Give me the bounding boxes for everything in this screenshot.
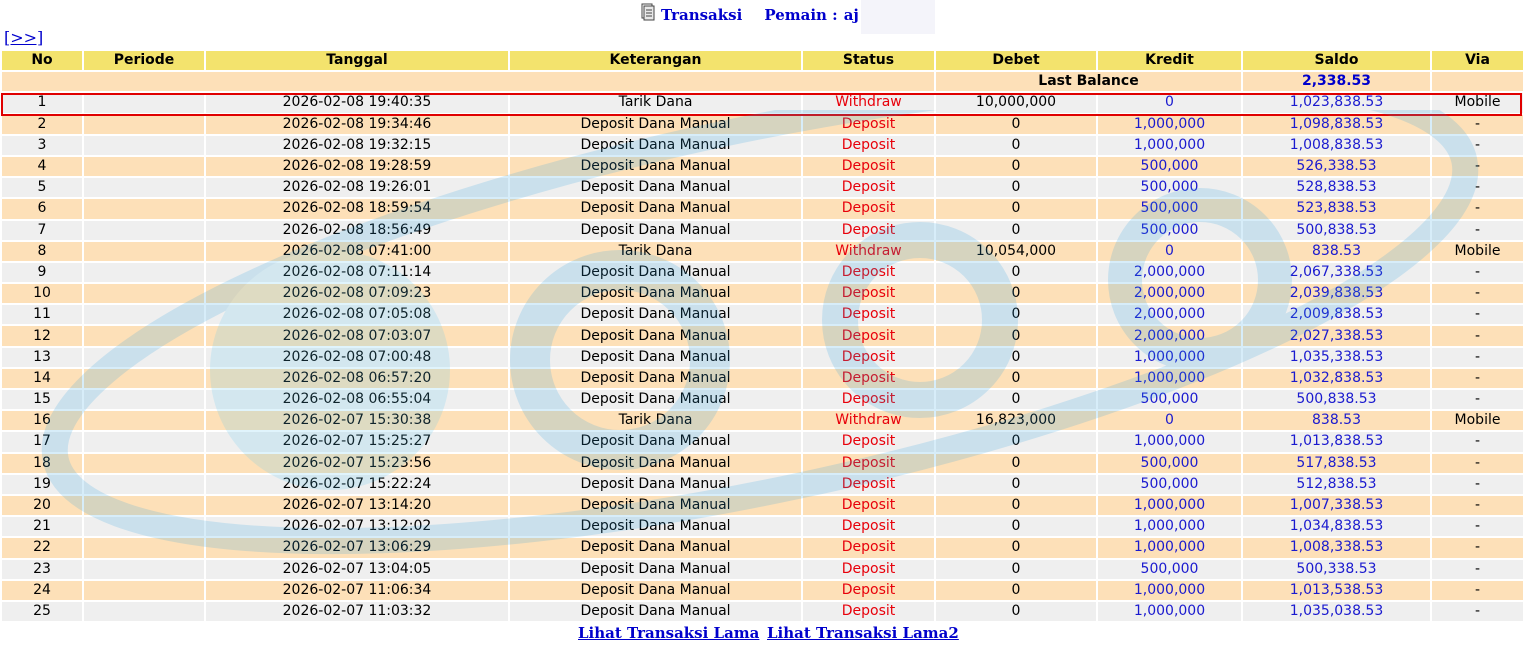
cell-kredit: 0 <box>1098 242 1241 261</box>
cell-debet: 0 <box>936 496 1096 515</box>
cell-debet: 0 <box>936 432 1096 451</box>
cell-saldo: 1,008,838.53 <box>1243 136 1430 155</box>
cell-no: 15 <box>2 390 82 409</box>
cell-keterangan: Deposit Dana Manual <box>510 390 801 409</box>
cell-via: Mobile <box>1432 93 1523 112</box>
cell-debet: 0 <box>936 348 1096 367</box>
cell-tanggal: 2026-02-08 07:05:08 <box>206 305 508 324</box>
cell-periode <box>84 538 204 557</box>
cell-no: 3 <box>2 136 82 155</box>
cell-no: 14 <box>2 369 82 388</box>
cell-kredit: 500,000 <box>1098 390 1241 409</box>
cell-keterangan: Deposit Dana Manual <box>510 348 801 367</box>
cell-status: Deposit <box>803 581 934 600</box>
cell-tanggal: 2026-02-08 19:26:01 <box>206 178 508 197</box>
cell-kredit: 2,000,000 <box>1098 305 1241 324</box>
cell-kredit: 1,000,000 <box>1098 136 1241 155</box>
cell-periode <box>84 390 204 409</box>
cell-kredit: 500,000 <box>1098 221 1241 240</box>
cell-via: - <box>1432 263 1523 282</box>
cell-no: 4 <box>2 157 82 176</box>
cell-saldo: 2,039,838.53 <box>1243 284 1430 303</box>
table-row <box>2 115 1523 134</box>
cell-no: 23 <box>2 560 82 579</box>
cell-via: - <box>1432 496 1523 515</box>
cell-periode <box>84 93 204 112</box>
cell-status: Withdraw <box>803 93 934 112</box>
cell-via: - <box>1432 348 1523 367</box>
table-row <box>2 581 1523 600</box>
cell-kredit: 500,000 <box>1098 475 1241 494</box>
col-header-saldo: Saldo <box>1243 51 1430 70</box>
cell-saldo: 1,013,538.53 <box>1243 581 1430 600</box>
cell-keterangan: Deposit Dana Manual <box>510 221 801 240</box>
cell-periode <box>84 199 204 218</box>
cell-periode <box>84 178 204 197</box>
cell-keterangan: Deposit Dana Manual <box>510 199 801 218</box>
cell-no: 2 <box>2 115 82 134</box>
cell-status: Deposit <box>803 560 934 579</box>
cell-kredit: 0 <box>1098 93 1241 112</box>
cell-debet: 0 <box>936 560 1096 579</box>
cell-via: - <box>1432 221 1523 240</box>
cell-tanggal: 2026-02-07 13:04:05 <box>206 560 508 579</box>
cell-kredit: 500,000 <box>1098 560 1241 579</box>
cell-saldo: 1,035,338.53 <box>1243 348 1430 367</box>
cell-saldo: 512,838.53 <box>1243 475 1430 494</box>
cell-debet: 0 <box>936 602 1096 621</box>
table-row <box>2 602 1523 621</box>
table-row <box>2 411 1523 430</box>
cell-tanggal: 2026-02-08 18:56:49 <box>206 221 508 240</box>
cell-saldo: 2,009,838.53 <box>1243 305 1430 324</box>
cell-kredit: 2,000,000 <box>1098 263 1241 282</box>
cell-status: Deposit <box>803 157 934 176</box>
cell-via: Mobile <box>1432 242 1523 261</box>
cell-status: Deposit <box>803 390 934 409</box>
cell-status: Deposit <box>803 369 934 388</box>
cell-saldo: 1,008,338.53 <box>1243 538 1430 557</box>
cell-tanggal: 2026-02-08 07:03:07 <box>206 326 508 345</box>
table-row <box>2 432 1523 451</box>
cell-periode <box>84 496 204 515</box>
col-header-no: No <box>2 51 82 70</box>
cell-tanggal: 2026-02-07 13:14:20 <box>206 496 508 515</box>
cell-kredit: 1,000,000 <box>1098 496 1241 515</box>
cell-periode <box>84 157 204 176</box>
cell-periode <box>84 263 204 282</box>
cell-debet: 0 <box>936 517 1096 536</box>
cell-tanggal: 2026-02-07 15:23:56 <box>206 454 508 473</box>
cell-saldo: 1,007,338.53 <box>1243 496 1430 515</box>
cell-no: 13 <box>2 348 82 367</box>
table-row <box>2 496 1523 515</box>
cell-no: 9 <box>2 263 82 282</box>
table-row <box>2 157 1523 176</box>
table-row <box>2 178 1523 197</box>
cell-kredit: 1,000,000 <box>1098 348 1241 367</box>
last-balance-via <box>1432 72 1523 91</box>
cell-saldo: 500,838.53 <box>1243 221 1430 240</box>
cell-keterangan: Deposit Dana Manual <box>510 602 801 621</box>
cell-status: Deposit <box>803 454 934 473</box>
cell-keterangan: Deposit Dana Manual <box>510 560 801 579</box>
cell-tanggal: 2026-02-08 06:55:04 <box>206 390 508 409</box>
cell-no: 19 <box>2 475 82 494</box>
cell-keterangan: Tarik Dana <box>510 411 801 430</box>
cell-status: Deposit <box>803 115 934 134</box>
cell-status: Deposit <box>803 475 934 494</box>
cell-tanggal: 2026-02-07 13:06:29 <box>206 538 508 557</box>
cell-periode <box>84 136 204 155</box>
cell-status: Deposit <box>803 199 934 218</box>
cell-debet: 0 <box>936 284 1096 303</box>
cell-no: 1 <box>2 93 82 112</box>
cell-status: Withdraw <box>803 411 934 430</box>
cell-kredit: 1,000,000 <box>1098 517 1241 536</box>
cell-tanggal: 2026-02-07 15:25:27 <box>206 432 508 451</box>
cell-no: 5 <box>2 178 82 197</box>
cell-tanggal: 2026-02-08 19:28:59 <box>206 157 508 176</box>
cell-keterangan: Deposit Dana Manual <box>510 517 801 536</box>
cell-periode <box>84 326 204 345</box>
cell-keterangan: Deposit Dana Manual <box>510 115 801 134</box>
cell-keterangan: Tarik Dana <box>510 242 801 261</box>
table-row <box>2 517 1523 536</box>
cell-status: Deposit <box>803 496 934 515</box>
col-header-debet: Debet <box>936 51 1096 70</box>
cell-status: Deposit <box>803 326 934 345</box>
cell-saldo: 500,838.53 <box>1243 390 1430 409</box>
cell-debet: 0 <box>936 475 1096 494</box>
last-balance-label: Last Balance <box>936 72 1241 91</box>
cell-debet: 0 <box>936 305 1096 324</box>
cell-keterangan: Deposit Dana Manual <box>510 263 801 282</box>
cell-saldo: 1,023,838.53 <box>1243 93 1430 112</box>
cell-kredit: 500,000 <box>1098 178 1241 197</box>
table-row <box>2 454 1523 473</box>
cell-status: Deposit <box>803 348 934 367</box>
page-title: Transaksi <box>661 6 743 24</box>
document-icon <box>641 3 655 21</box>
cell-no: 10 <box>2 284 82 303</box>
cell-periode <box>84 305 204 324</box>
cell-periode <box>84 432 204 451</box>
col-header-status: Status <box>803 51 934 70</box>
col-header-kredit: Kredit <box>1098 51 1241 70</box>
cell-status: Deposit <box>803 263 934 282</box>
cell-kredit: 1,000,000 <box>1098 602 1241 621</box>
cell-keterangan: Deposit Dana Manual <box>510 136 801 155</box>
col-header-via: Via <box>1432 51 1523 70</box>
cell-keterangan: Deposit Dana Manual <box>510 475 801 494</box>
cell-status: Deposit <box>803 284 934 303</box>
cell-via: - <box>1432 390 1523 409</box>
cell-debet: 0 <box>936 136 1096 155</box>
cell-saldo: 500,338.53 <box>1243 560 1430 579</box>
cell-periode <box>84 369 204 388</box>
cell-tanggal: 2026-02-07 15:22:24 <box>206 475 508 494</box>
cell-status: Deposit <box>803 178 934 197</box>
cell-status: Deposit <box>803 602 934 621</box>
cell-via: - <box>1432 454 1523 473</box>
cell-saldo: 2,027,338.53 <box>1243 326 1430 345</box>
cell-keterangan: Deposit Dana Manual <box>510 305 801 324</box>
cell-keterangan: Deposit Dana Manual <box>510 326 801 345</box>
cell-via: - <box>1432 157 1523 176</box>
cell-via: - <box>1432 581 1523 600</box>
table-row <box>2 326 1523 345</box>
col-header-periode: Periode <box>84 51 204 70</box>
cell-periode <box>84 284 204 303</box>
cell-debet: 0 <box>936 581 1096 600</box>
cell-via: - <box>1432 538 1523 557</box>
cell-debet: 0 <box>936 326 1096 345</box>
cell-keterangan: Deposit Dana Manual <box>510 581 801 600</box>
cell-kredit: 2,000,000 <box>1098 326 1241 345</box>
cell-periode <box>84 221 204 240</box>
cell-keterangan: Deposit Dana Manual <box>510 496 801 515</box>
cell-no: 7 <box>2 221 82 240</box>
cell-debet: 16,823,000 <box>936 411 1096 430</box>
cell-kredit: 500,000 <box>1098 199 1241 218</box>
table-row <box>2 199 1523 218</box>
cell-debet: 10,054,000 <box>936 242 1096 261</box>
cell-status: Deposit <box>803 221 934 240</box>
cell-kredit: 2,000,000 <box>1098 284 1241 303</box>
cell-no: 20 <box>2 496 82 515</box>
cell-via: - <box>1432 475 1523 494</box>
cell-no: 17 <box>2 432 82 451</box>
cell-periode <box>84 581 204 600</box>
table-row <box>2 263 1523 282</box>
cell-periode <box>84 454 204 473</box>
last-balance-row <box>2 72 1523 91</box>
table-row <box>2 221 1523 240</box>
cell-kredit: 0 <box>1098 411 1241 430</box>
cell-keterangan: Tarik Dana <box>510 93 801 112</box>
cell-saldo: 1,098,838.53 <box>1243 115 1430 134</box>
table-header-row <box>2 51 1523 70</box>
cell-no: 12 <box>2 326 82 345</box>
table-row <box>2 538 1523 557</box>
cell-status: Deposit <box>803 305 934 324</box>
table-row <box>2 369 1523 388</box>
old-transactions-link-2[interactable]: Lihat Transaksi Lama2 <box>767 624 959 642</box>
col-header-keterangan: Keterangan <box>510 51 801 70</box>
table-row <box>2 242 1523 261</box>
cell-via: - <box>1432 602 1523 621</box>
cell-debet: 0 <box>936 369 1096 388</box>
cell-periode <box>84 517 204 536</box>
last-balance-value: 2,338.53 <box>1243 72 1430 91</box>
cell-via: - <box>1432 199 1523 218</box>
cell-debet: 0 <box>936 199 1096 218</box>
cell-via: - <box>1432 369 1523 388</box>
cell-saldo: 526,338.53 <box>1243 157 1430 176</box>
cell-saldo: 1,013,838.53 <box>1243 432 1430 451</box>
cell-debet: 10,000,000 <box>936 93 1096 112</box>
cell-saldo: 1,035,038.53 <box>1243 602 1430 621</box>
cell-kredit: 1,000,000 <box>1098 115 1241 134</box>
cell-no: 6 <box>2 199 82 218</box>
cell-periode <box>84 348 204 367</box>
cell-periode <box>84 475 204 494</box>
cell-debet: 0 <box>936 454 1096 473</box>
cell-keterangan: Deposit Dana Manual <box>510 178 801 197</box>
cell-tanggal: 2026-02-08 07:41:00 <box>206 242 508 261</box>
cell-tanggal: 2026-02-08 19:40:35 <box>206 93 508 112</box>
next-page-link[interactable]: [>>] <box>4 28 44 47</box>
cell-periode <box>84 115 204 134</box>
cell-via: - <box>1432 560 1523 579</box>
cell-no: 25 <box>2 602 82 621</box>
cell-tanggal: 2026-02-08 19:32:15 <box>206 136 508 155</box>
cell-kredit: 1,000,000 <box>1098 432 1241 451</box>
cell-via: - <box>1432 136 1523 155</box>
cell-status: Withdraw <box>803 242 934 261</box>
table-row <box>2 560 1523 579</box>
cell-tanggal: 2026-02-07 11:06:34 <box>206 581 508 600</box>
table-row <box>2 475 1523 494</box>
cell-via: - <box>1432 115 1523 134</box>
cell-status: Deposit <box>803 136 934 155</box>
table-row <box>2 284 1523 303</box>
cell-via: - <box>1432 432 1523 451</box>
cell-keterangan: Deposit Dana Manual <box>510 538 801 557</box>
cell-via: - <box>1432 284 1523 303</box>
cell-no: 18 <box>2 454 82 473</box>
cell-keterangan: Deposit Dana Manual <box>510 284 801 303</box>
table-row <box>2 305 1523 324</box>
cell-via: - <box>1432 178 1523 197</box>
cell-tanggal: 2026-02-08 07:00:48 <box>206 348 508 367</box>
table-row <box>2 136 1523 155</box>
col-header-tanggal: Tanggal <box>206 51 508 70</box>
cell-no: 11 <box>2 305 82 324</box>
cell-debet: 0 <box>936 538 1096 557</box>
cell-via: - <box>1432 517 1523 536</box>
cell-via: Mobile <box>1432 411 1523 430</box>
cell-no: 8 <box>2 242 82 261</box>
table-row <box>2 390 1523 409</box>
cell-no: 24 <box>2 581 82 600</box>
cell-tanggal: 2026-02-07 13:12:02 <box>206 517 508 536</box>
cell-tanggal: 2026-02-07 11:03:32 <box>206 602 508 621</box>
cell-debet: 0 <box>936 157 1096 176</box>
page-header <box>0 0 1523 30</box>
cell-kredit: 1,000,000 <box>1098 538 1241 557</box>
cell-periode <box>84 242 204 261</box>
cell-saldo: 523,838.53 <box>1243 199 1430 218</box>
cell-debet: 0 <box>936 263 1096 282</box>
cell-saldo: 528,838.53 <box>1243 178 1430 197</box>
cell-keterangan: Deposit Dana Manual <box>510 454 801 473</box>
cell-tanggal: 2026-02-08 07:11:14 <box>206 263 508 282</box>
redacted-area <box>861 0 935 34</box>
cell-kredit: 500,000 <box>1098 157 1241 176</box>
table-row <box>2 348 1523 367</box>
cell-status: Deposit <box>803 432 934 451</box>
player-label: Pemain : <box>764 6 838 24</box>
cell-periode <box>84 560 204 579</box>
cell-tanggal: 2026-02-08 18:59:54 <box>206 199 508 218</box>
cell-no: 16 <box>2 411 82 430</box>
transaction-table <box>0 49 1523 623</box>
cell-keterangan: Deposit Dana Manual <box>510 157 801 176</box>
cell-debet: 0 <box>936 115 1096 134</box>
cell-no: 21 <box>2 517 82 536</box>
cell-keterangan: Deposit Dana Manual <box>510 369 801 388</box>
cell-saldo: 517,838.53 <box>1243 454 1430 473</box>
player-name: aj <box>843 6 859 24</box>
cell-status: Deposit <box>803 538 934 557</box>
cell-saldo: 838.53 <box>1243 411 1430 430</box>
old-transactions-link[interactable]: Lihat Transaksi Lama <box>578 624 760 642</box>
cell-saldo: 838.53 <box>1243 242 1430 261</box>
cell-periode <box>84 602 204 621</box>
last-balance-spacer <box>2 72 934 91</box>
cell-no: 22 <box>2 538 82 557</box>
cell-kredit: 1,000,000 <box>1098 369 1241 388</box>
cell-saldo: 2,067,338.53 <box>1243 263 1430 282</box>
cell-tanggal: 2026-02-07 15:30:38 <box>206 411 508 430</box>
cell-status: Deposit <box>803 517 934 536</box>
cell-tanggal: 2026-02-08 06:57:20 <box>206 369 508 388</box>
cell-saldo: 1,032,838.53 <box>1243 369 1430 388</box>
cell-debet: 0 <box>936 221 1096 240</box>
cell-keterangan: Deposit Dana Manual <box>510 432 801 451</box>
cell-kredit: 1,000,000 <box>1098 581 1241 600</box>
cell-via: - <box>1432 326 1523 345</box>
cell-tanggal: 2026-02-08 19:34:46 <box>206 115 508 134</box>
cell-periode <box>84 411 204 430</box>
cell-tanggal: 2026-02-08 07:09:23 <box>206 284 508 303</box>
cell-debet: 0 <box>936 390 1096 409</box>
cell-saldo: 1,034,838.53 <box>1243 517 1430 536</box>
table-row <box>2 93 1523 112</box>
cell-debet: 0 <box>936 178 1096 197</box>
cell-kredit: 500,000 <box>1098 454 1241 473</box>
cell-via: - <box>1432 305 1523 324</box>
